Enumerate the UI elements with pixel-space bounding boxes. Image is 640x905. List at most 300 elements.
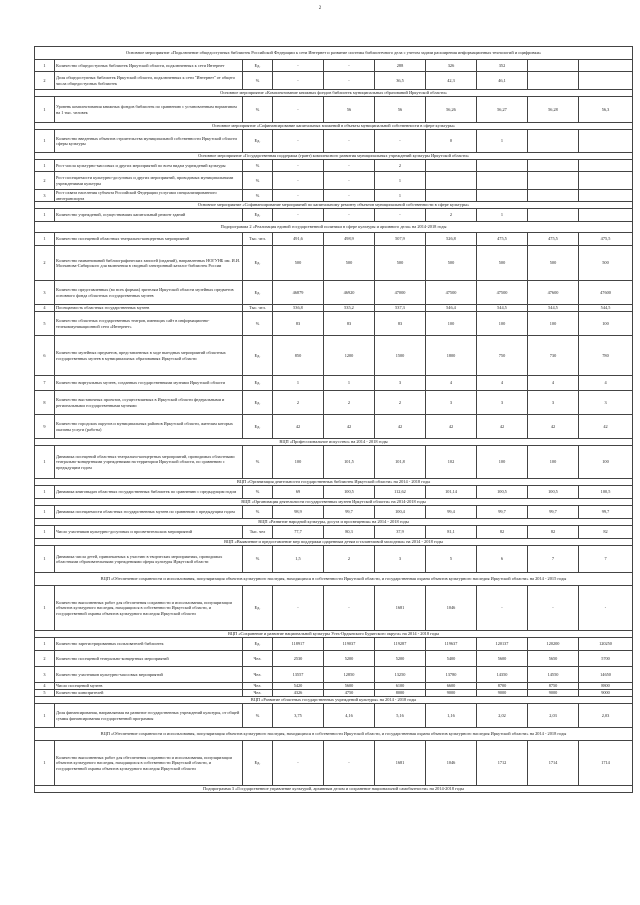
- value-cell: 47500: [426, 281, 477, 305]
- value-cell: 100: [426, 312, 477, 336]
- value-cell: -: [324, 130, 375, 153]
- value-cell: 118917: [273, 638, 324, 651]
- unit-cell: %: [243, 446, 273, 479]
- section-title: ВЦП «Развитие областных государственных учреждений культуры» на 2014 - 2018 годы: [35, 697, 633, 704]
- unit-cell: %: [243, 97, 273, 123]
- section-title: ВЦП «Профессиональное искусство» на 2014 - 2018 годы: [35, 439, 633, 446]
- value-cell: -: [579, 586, 633, 631]
- value-cell: 750: [477, 336, 528, 376]
- indicator-name: Рост числа культурно-массовых и других мероприятий по всем видам учреждений культуры: [55, 160, 243, 172]
- value-cell: 1: [477, 209, 528, 222]
- unit-cell: Ед.: [243, 376, 273, 391]
- table-row: [35, 336, 633, 376]
- value-cell: 3: [579, 391, 633, 415]
- value-cell: [579, 160, 633, 172]
- table-row: [35, 651, 633, 667]
- value-cell: 46,1: [477, 72, 528, 90]
- section-header-row: [35, 479, 633, 486]
- value-cell: 56,27: [477, 97, 528, 123]
- value-cell: 47500: [477, 281, 528, 305]
- value-cell: 100: [477, 312, 528, 336]
- value-cell: 47600: [528, 281, 579, 305]
- value-cell: [426, 160, 477, 172]
- unit-cell: Чел.: [243, 683, 273, 690]
- value-cell: 100,5: [324, 486, 375, 499]
- value-cell: 850: [273, 336, 324, 376]
- indicators-table: [34, 46, 633, 793]
- unit-cell: Ед.: [243, 246, 273, 281]
- value-cell: 100,5: [477, 486, 528, 499]
- value-cell: 1: [324, 376, 375, 391]
- value-cell: 2: [375, 160, 426, 172]
- value-cell: [579, 190, 633, 202]
- row-number: 5: [35, 312, 55, 336]
- value-cell: 1: [375, 190, 426, 202]
- value-cell: 56: [375, 97, 426, 123]
- table-row: [35, 312, 633, 336]
- table-row: [35, 209, 633, 222]
- value-cell: 13557: [273, 667, 324, 683]
- value-cell: [579, 72, 633, 90]
- section-header-row: [35, 539, 633, 546]
- indicator-name: Посещаемость областных государственных музеев: [55, 305, 243, 312]
- value-cell: 36,5: [375, 72, 426, 90]
- value-cell: 498,9: [324, 233, 375, 246]
- value-cell: 56,3: [579, 97, 633, 123]
- section-title: Основное мероприятие «Софинансирование капитальных вложений в объекты муниципальной собственности в сфере культуры»: [35, 123, 633, 130]
- row-number: 2: [35, 72, 55, 90]
- table-row: [35, 526, 633, 539]
- table-row: [35, 683, 633, 690]
- unit-cell: Ед.: [243, 415, 273, 439]
- value-cell: -: [324, 209, 375, 222]
- indicators-table-wrapper: [34, 46, 632, 793]
- section-header-row: [35, 439, 633, 446]
- value-cell: 526,8: [426, 233, 477, 246]
- value-cell: -: [273, 172, 324, 190]
- unit-cell: Ед.: [243, 130, 273, 153]
- value-cell: 102: [426, 446, 477, 479]
- value-cell: -: [528, 586, 579, 631]
- indicator-name: Количество посещений театрально-концертных мероприятий: [55, 651, 243, 667]
- table-row: [35, 586, 633, 631]
- section-title: ВЦП «Развитие народной культуры, досуга и просвещения» на 2014 - 2018 годы: [35, 519, 633, 526]
- row-number: 1: [35, 209, 55, 222]
- table-row: [35, 305, 633, 312]
- value-cell: [528, 190, 579, 202]
- indicator-name: Количество музейных предметов, представленных в ходе выездных мероприятий областных государственных музеев в муниципальных образованиях Иркутской области: [55, 336, 243, 376]
- value-cell: 4: [426, 376, 477, 391]
- value-cell: 6: [477, 546, 528, 573]
- table-row: [35, 172, 633, 190]
- value-cell: 83: [273, 312, 324, 336]
- value-cell: 8700: [477, 683, 528, 690]
- value-cell: 780: [579, 336, 633, 376]
- value-cell: -: [273, 741, 324, 786]
- value-cell: 100: [579, 312, 633, 336]
- value-cell: 500: [375, 246, 426, 281]
- section-header-row: [35, 90, 633, 97]
- indicator-name: Количество выполненных работ для обеспечения сохранности и использования, популяризации объектов культурного наследия, находящихся в собственности Иркутской области, и государственной охраны объектов культурного наследия Иркутской области: [55, 741, 243, 786]
- indicator-name: Количество выполненных работ для обеспечения сохранности и использования, популяризации объектов культурного наследия, находящихся в собственности Иркутской области, и государственной охраны объектов культурного наследия Иркутской области: [55, 586, 243, 631]
- value-cell: -: [273, 209, 324, 222]
- row-number: 1: [35, 130, 55, 153]
- unit-cell: Тыс. чел: [243, 526, 273, 539]
- indicator-name: Количество виртуальных музеев, созданных государственными музеями Иркутской области: [55, 376, 243, 391]
- value-cell: 100,5: [528, 486, 579, 499]
- table-row: [35, 190, 633, 202]
- value-cell: 100: [273, 446, 324, 479]
- unit-cell: %: [243, 506, 273, 519]
- value-cell: 1046: [426, 741, 477, 786]
- value-cell: 326: [426, 60, 477, 72]
- value-cell: 5600: [324, 683, 375, 690]
- value-cell: -: [273, 190, 324, 202]
- value-cell: 3: [375, 546, 426, 573]
- value-cell: 1046: [426, 586, 477, 631]
- value-cell: 1714: [528, 741, 579, 786]
- value-cell: 82: [477, 526, 528, 539]
- table-row: [35, 546, 633, 573]
- section-header-row: [35, 786, 633, 793]
- row-number: 1: [35, 506, 55, 519]
- value-cell: 77,7: [273, 526, 324, 539]
- value-cell: 80,3: [324, 526, 375, 539]
- value-cell: 56: [324, 97, 375, 123]
- section-header-row: [35, 153, 633, 160]
- value-cell: 46879: [273, 281, 324, 305]
- value-cell: 2: [375, 391, 426, 415]
- row-number: 6: [35, 336, 55, 376]
- value-cell: 2,03: [528, 704, 579, 728]
- value-cell: 1: [375, 172, 426, 190]
- value-cell: 537,3: [375, 305, 426, 312]
- table-row: [35, 233, 633, 246]
- row-number: 1: [35, 160, 55, 172]
- indicator-name: Уровень комплектования книжных фондов библиотек по сравнению с установленным нормативом на 1 тыс. человек: [55, 97, 243, 123]
- indicator-name: Число посещений музеев: [55, 683, 243, 690]
- section-title: ВЦП «Организация деятельности государственных музеев Иркутской области» на 2014-2018 годы: [35, 499, 633, 506]
- value-cell: -: [375, 130, 426, 153]
- value-cell: 500: [273, 246, 324, 281]
- value-cell: 119637: [426, 638, 477, 651]
- value-cell: 536,8: [273, 305, 324, 312]
- value-cell: [477, 190, 528, 202]
- section-header-row: [35, 573, 633, 586]
- section-header-row: [35, 499, 633, 506]
- value-cell: 42: [324, 415, 375, 439]
- row-number: 9: [35, 415, 55, 439]
- value-cell: -: [273, 72, 324, 90]
- value-cell: 47600: [579, 281, 633, 305]
- value-cell: 82: [579, 526, 633, 539]
- value-cell: 500: [579, 246, 633, 281]
- value-cell: 9000: [579, 690, 633, 697]
- unit-cell: Ед.: [243, 638, 273, 651]
- value-cell: 3: [528, 391, 579, 415]
- section-title: ВЦП «Обеспечение сохранности и использования, популяризация объектов культурного наследия, находящихся в собственности Иркутской области, и государственная охрана объектов культурного наследия Иркутской области» на 2014 - 2018 годы: [35, 728, 633, 741]
- indicator-name: Количество посещений областных театрально-концертных мероприятий: [55, 233, 243, 246]
- value-cell: 119037: [324, 638, 375, 651]
- unit-cell: Ед.: [243, 391, 273, 415]
- row-number: 2: [35, 172, 55, 190]
- value-cell: 8750: [528, 683, 579, 690]
- value-cell: 8000: [375, 690, 426, 697]
- value-cell: -: [324, 172, 375, 190]
- section-title: ВЦП «Сохранение и развитие национальной культуры Усть-Ордынского Бурятского округа» на 2014 - 2018 годы: [35, 631, 633, 638]
- page-number: 2: [318, 6, 322, 11]
- value-cell: 5: [426, 546, 477, 573]
- value-cell: 4: [477, 376, 528, 391]
- indicator-name: Динамика посещений областных театрально-концертных мероприятий, проводимых областными театрально-концертными учреждениями на территории Иркутской области, по сравнению с предыдущим годом: [55, 446, 243, 479]
- value-cell: [528, 130, 579, 153]
- table-row: [35, 97, 633, 123]
- value-cell: [426, 172, 477, 190]
- row-number: 2: [35, 246, 55, 281]
- value-cell: 100: [528, 312, 579, 336]
- value-cell: 99,7: [324, 506, 375, 519]
- table-row: [35, 690, 633, 697]
- value-cell: 6600: [426, 683, 477, 690]
- row-number: 1: [35, 486, 55, 499]
- value-cell: [579, 130, 633, 153]
- value-cell: 83: [375, 312, 426, 336]
- value-cell: -: [273, 586, 324, 631]
- row-number: 1: [35, 704, 55, 728]
- indicator-name: Динамика числа детей, привлекаемых к участию в творческих мероприятиях, проводимых областными образовательными учреждениями сферы культуры Иркутской области: [55, 546, 243, 573]
- table-row: [35, 486, 633, 499]
- value-cell: 7: [579, 546, 633, 573]
- value-cell: 1: [477, 130, 528, 153]
- value-cell: 3: [375, 376, 426, 391]
- unit-cell: %: [243, 312, 273, 336]
- value-cell: 100,4: [375, 506, 426, 519]
- value-cell: 99,7: [477, 506, 528, 519]
- value-cell: [528, 172, 579, 190]
- value-cell: 100: [579, 446, 633, 479]
- indicator-name: Количество кинозрителей: [55, 690, 243, 697]
- section-header-row: [35, 519, 633, 526]
- section-header-row: [35, 123, 633, 130]
- value-cell: 119287: [375, 638, 426, 651]
- unit-cell: Чел.: [243, 651, 273, 667]
- value-cell: 5650: [528, 651, 579, 667]
- value-cell: 1681: [375, 741, 426, 786]
- value-cell: 100: [528, 446, 579, 479]
- value-cell: 83: [324, 312, 375, 336]
- value-cell: 9000: [528, 690, 579, 697]
- row-number: 5: [35, 690, 55, 697]
- value-cell: -: [273, 97, 324, 123]
- table-row: [35, 246, 633, 281]
- table-row: [35, 446, 633, 479]
- value-cell: 500: [477, 246, 528, 281]
- value-cell: 544,5: [477, 305, 528, 312]
- section-title: Подпрограмма 2 «Реализация единой государственной политики в сфере культуры и архивного дела» на 2014-2018 годы: [35, 222, 633, 233]
- section-title: Основное мероприятие «Государственная поддержка (грант) комплексного развития муниципальных учреждений культуры Иркутской области»: [35, 153, 633, 160]
- value-cell: 99,4: [426, 506, 477, 519]
- value-cell: 120200: [528, 638, 579, 651]
- value-cell: 1500: [375, 336, 426, 376]
- row-number: 7: [35, 376, 55, 391]
- unit-cell: Ед.: [243, 209, 273, 222]
- unit-cell: Чел.: [243, 667, 273, 683]
- value-cell: 112,62: [375, 486, 426, 499]
- row-number: 4: [35, 305, 55, 312]
- row-number: 1: [35, 526, 55, 539]
- indicator-name: Количество участников культурно-массовых мероприятий: [55, 667, 243, 683]
- indicator-name: Количество выставочных проектов, осуществляемых в Иркутской области федеральными и региональными государственными музеями: [55, 391, 243, 415]
- table-row: [35, 72, 633, 90]
- table-body: [35, 47, 633, 793]
- value-cell: -: [324, 586, 375, 631]
- section-title: Основное мероприятие «Подключение общедоступных библиотек Российской Федерации к сети Интернет и развитие системы библиотечного дела с учетом задачи расширения информационных технологий и оцифровки»: [35, 47, 633, 60]
- value-cell: 500: [528, 246, 579, 281]
- value-cell: 507,9: [375, 233, 426, 246]
- row-number: 1: [35, 60, 55, 72]
- value-cell: 1: [273, 376, 324, 391]
- value-cell: 0: [426, 130, 477, 153]
- value-cell: 5700: [579, 651, 633, 667]
- value-cell: 14550: [528, 667, 579, 683]
- section-title: ВЦП «Выявление и предоставление мер поддержки одаренным детям и талантливой молодежи» на 2014 - 2018 годы: [35, 539, 633, 546]
- value-cell: 37,9: [375, 526, 426, 539]
- table-row: [35, 281, 633, 305]
- value-cell: 3: [477, 391, 528, 415]
- value-cell: 5200: [324, 651, 375, 667]
- value-cell: 2,03: [579, 704, 633, 728]
- value-cell: 2: [324, 391, 375, 415]
- value-cell: -: [324, 741, 375, 786]
- value-cell: [579, 209, 633, 222]
- value-cell: 2: [324, 546, 375, 573]
- value-cell: [477, 172, 528, 190]
- value-cell: 42: [426, 415, 477, 439]
- row-number: 4: [35, 683, 55, 690]
- table-row: [35, 704, 633, 728]
- table-row: [35, 376, 633, 391]
- value-cell: 1,16: [426, 704, 477, 728]
- value-cell: 3: [426, 391, 477, 415]
- table-row: [35, 415, 633, 439]
- unit-cell: %: [243, 546, 273, 573]
- value-cell: 1681: [375, 586, 426, 631]
- value-cell: -: [324, 60, 375, 72]
- unit-cell: Ед.: [243, 586, 273, 631]
- value-cell: 544,5: [528, 305, 579, 312]
- value-cell: 546,4: [426, 305, 477, 312]
- value-cell: 2,02: [477, 704, 528, 728]
- row-number: 1: [35, 97, 55, 123]
- indicator-name: Количество общедоступных библиотек Иркутской области, подключенных к сети Интернет: [55, 60, 243, 72]
- value-cell: -: [324, 160, 375, 172]
- value-cell: 4326: [273, 690, 324, 697]
- value-cell: 9000: [426, 690, 477, 697]
- table-row: [35, 638, 633, 651]
- value-cell: 42: [528, 415, 579, 439]
- value-cell: [426, 190, 477, 202]
- value-cell: 14650: [579, 667, 633, 683]
- value-cell: 99,7: [579, 506, 633, 519]
- section-header-row: [35, 728, 633, 741]
- unit-cell: Ед.: [243, 336, 273, 376]
- value-cell: 5400: [426, 651, 477, 667]
- section-header-row: [35, 202, 633, 209]
- value-cell: 120137: [477, 638, 528, 651]
- table-row: [35, 60, 633, 72]
- value-cell: 101,5: [324, 446, 375, 479]
- indicator-name: Динамика посещаемости областных государственных музеев по сравнению с предыдущим годом: [55, 506, 243, 519]
- indicator-name: Количество областных государственных театров, имеющих сайт в информационно-телекоммуникационной сети «Интернет»: [55, 312, 243, 336]
- unit-cell: Тыс. чел.: [243, 233, 273, 246]
- value-cell: -: [477, 586, 528, 631]
- row-number: 8: [35, 391, 55, 415]
- value-cell: [528, 60, 579, 72]
- value-cell: -: [273, 130, 324, 153]
- row-number: 1: [35, 741, 55, 786]
- row-number: 1: [35, 446, 55, 479]
- value-cell: 6100: [375, 683, 426, 690]
- value-cell: 500: [426, 246, 477, 281]
- row-number: 2: [35, 651, 55, 667]
- indicator-name: Количество представленных (во всех формах) зрителям Иркутской области музейных предметов основного фонда областных государственных музеев: [55, 281, 243, 305]
- value-cell: 42: [273, 415, 324, 439]
- value-cell: [528, 72, 579, 90]
- value-cell: 2: [426, 209, 477, 222]
- value-cell: 500: [324, 246, 375, 281]
- indicator-name: Количество городских округов и муниципальных районов Иркутской области, жителям которых оказаны услуги (работы): [55, 415, 243, 439]
- unit-cell: Ед.: [243, 281, 273, 305]
- value-cell: 56,26: [426, 97, 477, 123]
- value-cell: 14350: [477, 667, 528, 683]
- table-row: [35, 506, 633, 519]
- value-cell: [528, 160, 579, 172]
- value-cell: 7: [528, 546, 579, 573]
- value-cell: -: [324, 72, 375, 90]
- row-number: 3: [35, 667, 55, 683]
- indicator-name: Доля общедоступных библиотек Иркутской области, подключенных к сети "Интернет" от общего числа общедоступных библиотек: [55, 72, 243, 90]
- value-cell: 1712: [477, 741, 528, 786]
- value-cell: 491,6: [273, 233, 324, 246]
- value-cell: 1,5: [273, 546, 324, 573]
- section-header-row: [35, 631, 633, 638]
- value-cell: [528, 209, 579, 222]
- value-cell: 13250: [375, 667, 426, 683]
- row-number: 1: [35, 233, 55, 246]
- value-cell: 5,16: [375, 704, 426, 728]
- value-cell: 101,8: [375, 446, 426, 479]
- value-cell: 3,75: [273, 704, 324, 728]
- value-cell: 42: [477, 415, 528, 439]
- value-cell: 56,28: [528, 97, 579, 123]
- indicator-name: Количество введенных объектов строительства муниципальной собственности Иркутской области сферы культуры: [55, 130, 243, 153]
- table-row: [35, 130, 633, 153]
- value-cell: -: [375, 209, 426, 222]
- indicator-name: Доля финансирования, направляемая на развитие государственных учреждений культуры, от общей суммы финансирования государственной программы: [55, 704, 243, 728]
- section-title: ВЦП «Организация деятельности государственных библиотек Иркутской области» на 2014 - 2018 годы: [35, 479, 633, 486]
- value-cell: 100,5: [579, 486, 633, 499]
- indicator-name: Рост посещаемости культурно-досуговых и других мероприятий, проводимых муниципальными учреждениями культуры: [55, 172, 243, 190]
- value-cell: 4,16: [324, 704, 375, 728]
- value-cell: 2530: [273, 651, 324, 667]
- section-title: Основное мероприятие «Комплектование книжных фондов библиотек муниципальных образований Иркутской области»: [35, 90, 633, 97]
- section-title: Подпрограмма 3 «Государственное управление культурой, архивным делом и сохранение национальной самобытности» на 2014-2018 годы: [35, 786, 633, 793]
- value-cell: 288: [375, 60, 426, 72]
- value-cell: [579, 60, 633, 72]
- unit-cell: Ед.: [243, 60, 273, 72]
- value-cell: 4750: [324, 690, 375, 697]
- value-cell: 5420: [273, 683, 324, 690]
